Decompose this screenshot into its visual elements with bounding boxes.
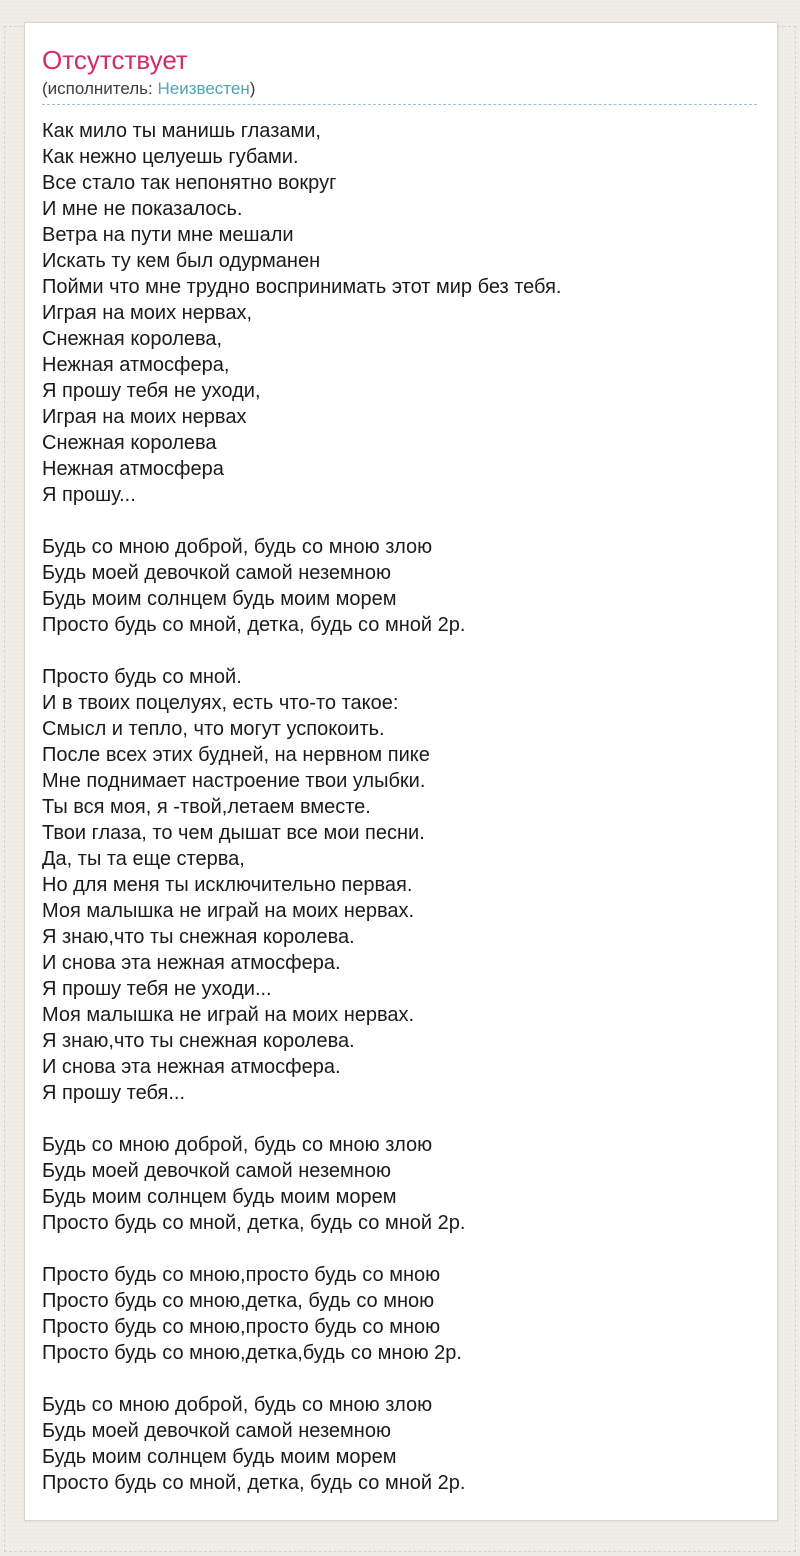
lyric-line: Просто будь со мной, детка, будь со мной 2р. [42, 1472, 466, 1494]
page-background [0, 22, 800, 1556]
lyric-line: И снова эта нежная атмосфера. [42, 1056, 341, 1078]
lyric-line: Будь со мною доброй, будь со мною злою [42, 1134, 433, 1156]
lyric-line: Будь моей девочкой самой неземною [42, 562, 391, 584]
lyric-line: Я знаю,что ты снежная королева. [42, 1030, 355, 1052]
lyric-line: Но для меня ты исключительно первая. [42, 874, 413, 896]
lyric-line: Я прошу тебя не уходи, [42, 380, 261, 402]
stanza [42, 534, 757, 638]
lyric-line: Нежная атмосфера [42, 458, 224, 480]
lyric-line: Ветра на пути мне мешали [42, 224, 294, 246]
lyric-line: Будь моей девочкой самой неземною [42, 1160, 391, 1182]
stanza [42, 1262, 757, 1366]
dotted-separator [42, 99, 757, 105]
lyric-line: И мне не показалось. [42, 198, 243, 220]
artist-link[interactable]: Неизвестен [157, 79, 250, 98]
lyric-line: Будь со мною доброй, будь со мною злою [42, 536, 433, 558]
song-title: Отсутствует [42, 45, 188, 75]
lyric-line: Мне поднимает настроение твои улыбки. [42, 770, 426, 792]
lyric-line: Все стало так непонятно вокруг [42, 172, 337, 194]
lyric-line: Просто будь со мной, детка, будь со мной 2р. [42, 1212, 466, 1234]
stanza [42, 1132, 757, 1236]
lyric-line: Я прошу тебя... [42, 1082, 186, 1104]
lyric-line: Просто будь со мною,просто будь со мною [42, 1264, 441, 1286]
lyric-line: Ты вся моя, я -твой,летаем вместе. [42, 796, 371, 818]
lyric-line: Снежная королева [42, 432, 217, 454]
lyric-line: Я прошу тебя не уходи... [42, 978, 272, 1000]
lyric-line: Будь моим солнцем будь моим морем [42, 588, 397, 610]
lyric-line: Моя малышка не играй на моих нервах. [42, 1004, 415, 1026]
lyric-line: Будь со мною доброй, будь со мною злою [42, 1394, 433, 1416]
lyric-line: Я прошу... [42, 484, 136, 506]
lyric-line: Просто будь со мною,просто будь со мною [42, 1316, 441, 1338]
lyric-line: Будь моей девочкой самой неземною [42, 1420, 391, 1442]
stanza [42, 1392, 757, 1496]
lyric-line: Моя малышка не играй на моих нервах. [42, 900, 415, 922]
lyric-line: И снова эта нежная атмосфера. [42, 952, 341, 974]
lyrics-text [42, 118, 757, 1496]
lyric-line: Пойми что мне трудно воспринимать этот мир без тебя. [42, 276, 562, 298]
artist-label: (исполнитель: [42, 79, 158, 98]
artist-close-paren: ) [249, 79, 256, 98]
lyric-line: Будь моим солнцем будь моим морем [42, 1446, 397, 1468]
lyric-line: Снежная королева, [42, 328, 223, 350]
lyric-line: Просто будь со мною,детка, будь со мною [42, 1290, 435, 1312]
lyric-line: Просто будь со мной, детка, будь со мной 2р. [42, 614, 466, 636]
lyric-line: Будь моим солнцем будь моим морем [42, 1186, 397, 1208]
lyric-line: Как мило ты манишь глазами, [42, 120, 321, 142]
lyric-line: Как нежно целуешь губами. [42, 146, 299, 168]
lyrics-card [24, 22, 778, 1521]
lyric-line: После всех этих будней, на нервном пике [42, 744, 430, 766]
lyric-line: И в твоих поцелуях, есть что-то такое: [42, 692, 399, 714]
lyric-line: Искать ту кем был одурманен [42, 250, 321, 272]
lyric-line: Играя на моих нервах [42, 406, 247, 428]
lyric-line: Да, ты та еще стерва, [42, 848, 245, 870]
lyric-line: Я знаю,что ты снежная королева. [42, 926, 355, 948]
lyric-line: Просто будь со мною,детка,будь со мною 2р. [42, 1342, 462, 1364]
stanza [42, 664, 757, 1106]
lyric-line: Просто будь со мной. [42, 666, 242, 688]
lyric-line: Твои глаза, то чем дышат все мои песни. [42, 822, 425, 844]
artist-line [42, 78, 757, 99]
lyric-line: Смысл и тепло, что могут успокоить. [42, 718, 385, 740]
lyric-line: Нежная атмосфера, [42, 354, 230, 376]
lyric-line: Играя на моих нервах, [42, 302, 252, 324]
stanza [42, 118, 757, 508]
